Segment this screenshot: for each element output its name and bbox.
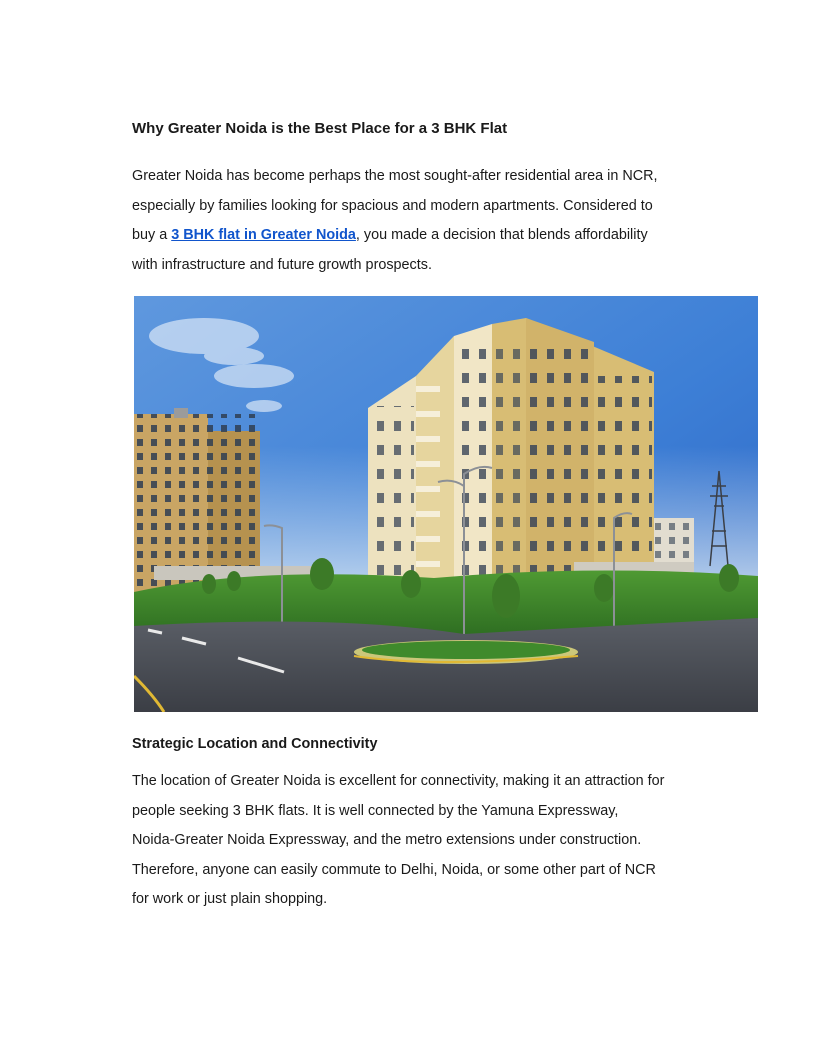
article-title: Why Greater Noida is the Best Place for a 3 BHK Flat [132, 120, 508, 137]
section-line-3: Noida-Greater Noida Expressway, and the metro extensions under construction. [132, 832, 642, 849]
section-line-1: The location of Greater Noida is excellent for connectivity, making it an attraction for [132, 773, 665, 789]
intro-line-2: especially by families looking for spacious and modern apartments. Considered to [132, 197, 653, 214]
intro-line-4: with infrastructure and future growth prospects. [132, 256, 432, 273]
intro-line-3-after: , you made a decision that blends affordability [355, 227, 648, 244]
section-line-2: people seeking 3 BHK flats. It is well connected by the Yamuna Expressway, [132, 802, 619, 819]
section-line-4: Therefore, anyone can easily commute to Delhi, Noida, or some other part of NCR [132, 861, 656, 878]
section-heading: Strategic Location and Connectivity [132, 736, 378, 752]
intro-line-3-before: buy a [132, 227, 172, 244]
3bhk-flat-link[interactable]: 3 BHK flat in Greater Noida [171, 227, 356, 244]
intro-line-1: Greater Noida has become perhaps the most sought-after residential area in NCR, [132, 168, 658, 184]
connectivity-paragraph [132, 767, 664, 915]
apartment-buildings-photo [134, 296, 758, 712]
section-line-5: for work or just plain shopping. [132, 891, 328, 908]
intro-line-3 [132, 221, 658, 251]
intro-paragraph [132, 162, 658, 280]
